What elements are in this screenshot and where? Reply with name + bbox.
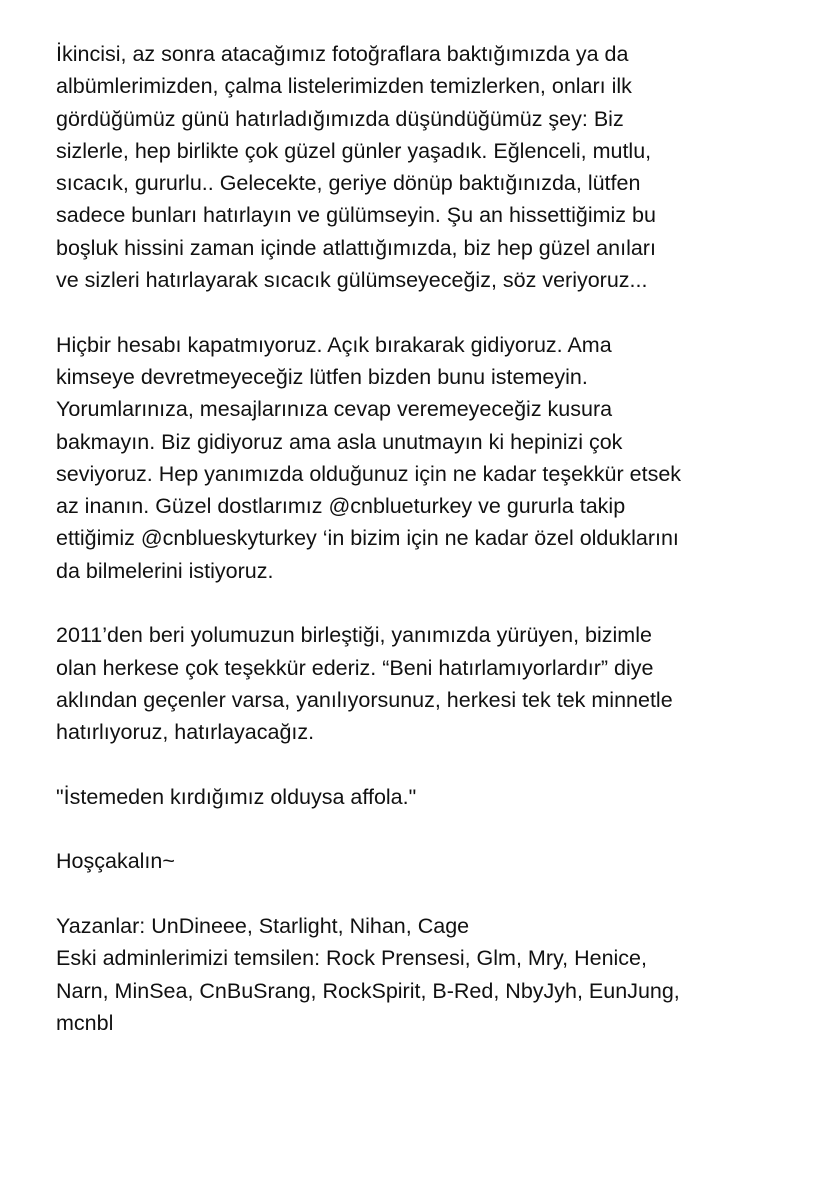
paragraph-quote <box>56 781 776 813</box>
paragraph-memories <box>56 38 776 296</box>
text-line: az inanın. Güzel dostlarımız @cnblueturkey ve gururla takip <box>56 494 626 519</box>
text-line: ettiğimiz @cnblueskyturkey ‘in bizim için ne kadar özel olduklarını <box>56 526 679 551</box>
text-line: aklından geçenler varsa, yanılıyorsunuz, herkesi tek tek minnetle <box>56 687 673 712</box>
text-line: albümlerimizden, çalma listelerimizden temizlerken, onları ilk <box>56 74 632 99</box>
text-line: ve sizleri hatırlayarak sıcacık gülümseyeceğiz, söz veriyoruz... <box>56 268 648 293</box>
text-line: seviyoruz. Hep yanımızda olduğunuz için ne kadar teşekkür etsek <box>56 461 682 486</box>
text-line: sıcacık, gururlu.. Gelecekte, geriye dönüp baktığınızda, lütfen <box>56 171 641 196</box>
text-line: Yazanlar: UnDineee, Starlight, Nihan, Cage <box>56 914 470 939</box>
text-line: "İstemeden kırdığımız olduysa affola." <box>56 784 417 809</box>
text-line: İkincisi, az sonra atacağımız fotoğraflara baktığımızda ya da <box>56 42 629 66</box>
text-line: mcnbl <box>56 1010 114 1035</box>
text-line: olan herkese çok teşekkür ederiz. “Beni hatırlamıyorlardır” diye <box>56 655 654 680</box>
paragraph-accounts <box>56 329 776 587</box>
text-line: bakmayın. Biz gidiyoruz ama asla unutmayın ki hepinizi çok <box>56 429 623 454</box>
text-line: Hoşçakalın~ <box>56 849 175 874</box>
paragraph-credits <box>56 910 776 1039</box>
text-line: kimseye devretmeyeceğiz lütfen bizden bunu istemeyin. <box>56 364 588 389</box>
text-line: gördüğümüz günü hatırladığımızda düşündüğümüz şey: Biz <box>56 106 624 131</box>
text-line: sadece bunları hatırlayın ve gülümseyin. Şu an hissettiğimiz bu <box>56 203 656 228</box>
text-line: hatırlıyoruz, hatırlayacağız. <box>56 720 315 745</box>
text-line: sizlerle, hep birlikte çok güzel günler yaşadık. Eğlenceli, mutlu, <box>56 138 652 163</box>
paragraph-farewell <box>56 845 776 877</box>
text-line: Yorumlarınıza, mesajlarınıza cevap veremeyeceğiz kusura <box>56 397 613 422</box>
text-line: Hiçbir hesabı kapatmıyoruz. Açık bırakarak gidiyoruz. Ama <box>56 332 612 357</box>
text-line: Narn, MinSea, CnBuSrang, RockSpirit, B-Red, NbyJyh, EunJung, <box>56 978 680 1003</box>
text-line: Eski adminlerimizi temsilen: Rock Prensesi, Glm, Mry, Henice, <box>56 946 647 971</box>
text-line: da bilmelerini istiyoruz. <box>56 558 274 583</box>
text-line: boşluk hissini zaman içinde atlattığımızda, biz hep güzel anıları <box>56 235 656 260</box>
text-line: 2011’den beri yolumuzun birleştiği, yanımızda yürüyen, bizimle <box>56 623 652 648</box>
document-page <box>56 38 776 1072</box>
paragraph-thanks <box>56 619 776 748</box>
